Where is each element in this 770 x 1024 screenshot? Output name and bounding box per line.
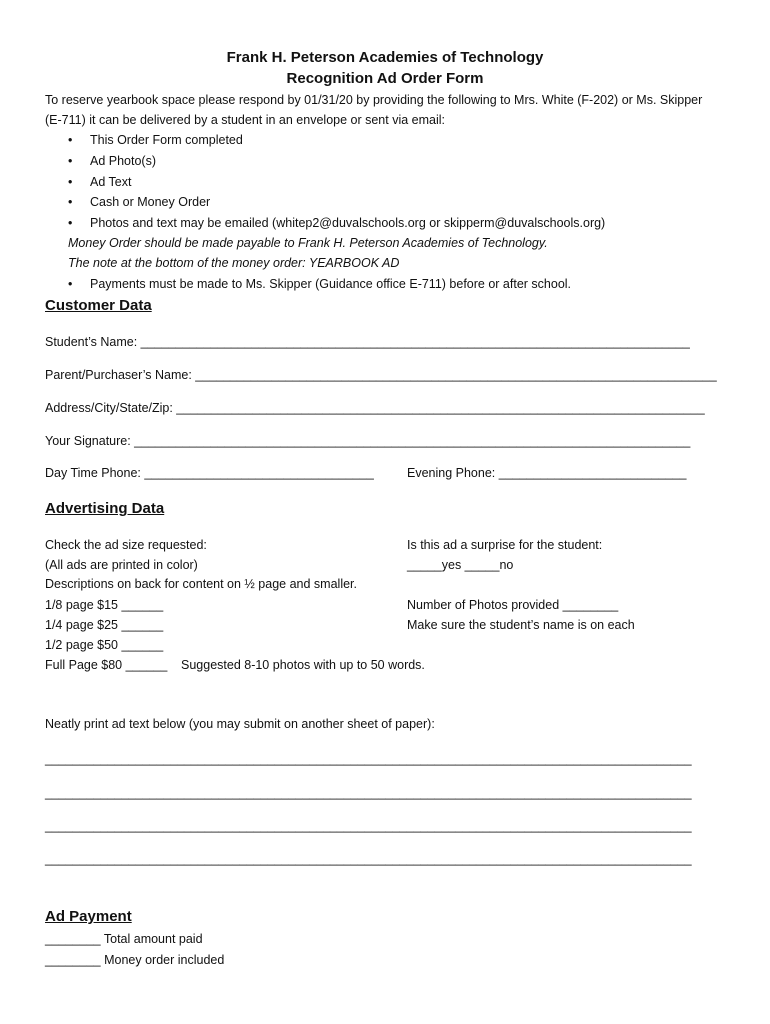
intro-text-line1: To reserve yearbook space please respond by 01/31/20 by providing the following to Mrs. White (F-202) or Ms. Skipper [45,93,703,107]
evening-phone-field[interactable]: Evening Phone: ___________________________ [407,466,687,480]
size-half-page[interactable]: 1/2 page $50 ______ [45,638,164,652]
ad-size-label: Check the ad size requested: [45,538,207,552]
surprise-answer-field[interactable]: _____yes _____no [407,558,514,572]
size-full-page[interactable]: Full Page $80 ______ [45,658,168,672]
ad-text-line[interactable]: _____________________________________________________________________________________________ [45,852,692,866]
bullet-payment-location: • Payments must be made to Ms. Skipper (Guidance office E-711) before or after school. [90,277,571,291]
signature-field[interactable]: Your Signature: ________________________________________________________________________________ [45,434,691,448]
ad-text-line[interactable]: _____________________________________________________________________________________________ [45,786,692,800]
student-name-photo-note: Make sure the student’s name is on each [407,618,635,632]
bullet-cash-money-order: • Cash or Money Order [90,195,210,209]
ad-text-instruction: Neatly print ad text below (you may submit on another sheet of paper): [45,717,435,731]
color-note: (All ads are printed in color) [45,558,198,572]
total-paid-field[interactable]: ________ Total amount paid [45,932,203,946]
full-page-suggestion: Suggested 8-10 photos with up to 50 words. [181,658,425,672]
ad-payment-heading: Ad Payment [45,908,132,925]
parent-name-field[interactable]: Parent/Purchaser’s Name: ___________________________________________________________________________ [45,368,717,382]
number-of-photos-field[interactable]: Number of Photos provided ________ [407,598,619,612]
bullet-ad-text: • Ad Text [90,175,131,189]
surprise-question: Is this ad a surprise for the student: [407,538,603,552]
descriptions-note: Descriptions on back for content on ½ page and smaller. [45,577,357,591]
advertising-data-heading: Advertising Data [45,500,165,517]
bullet-order-form: • This Order Form completed [90,133,243,147]
bullet-ad-photos: • Ad Photo(s) [90,154,156,168]
student-name-field[interactable]: Student’s Name: _______________________________________________________________________________ [45,335,690,349]
size-eighth-page[interactable]: 1/8 page $15 ______ [45,598,164,612]
money-order-memo-note: The note at the bottom of the money order: YEARBOOK AD [68,256,400,270]
form-title: Frank H. Peterson Academies of Technology [226,49,544,66]
form-subtitle: Recognition Ad Order Form [286,70,484,87]
day-phone-field[interactable]: Day Time Phone: _________________________________ [45,466,374,480]
ad-text-line[interactable]: _____________________________________________________________________________________________ [45,819,692,833]
intro-text-line2: (E-711) it can be delivered by a student in an envelope or sent via email: [45,113,445,127]
address-field[interactable]: Address/City/State/Zip: ____________________________________________________________________________ [45,401,705,415]
bullet-email-photos: • Photos and text may be emailed (whitep2@duvalschools.org or skipperm@duvalschools.org) [90,216,605,230]
money-order-payable-note: Money Order should be made payable to Frank H. Peterson Academies of Technology. [68,236,548,250]
size-quarter-page[interactable]: 1/4 page $25 ______ [45,618,164,632]
customer-data-heading: Customer Data [45,297,152,314]
money-order-included-field[interactable]: ________ Money order included [45,953,225,967]
ad-text-line[interactable]: _____________________________________________________________________________________________ [45,752,692,766]
